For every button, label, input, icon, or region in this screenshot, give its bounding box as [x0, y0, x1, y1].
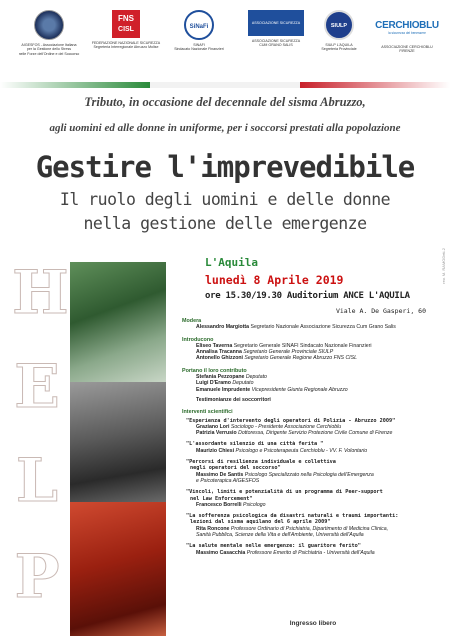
- speaker-name: Francesco Borrelli: [196, 501, 242, 508]
- intro-row: [182, 355, 444, 361]
- talk-5: [182, 513, 444, 538]
- logo-sinafi: [168, 10, 230, 52]
- free-entry: Ingresso libero: [289, 620, 337, 627]
- person-role: Vicepresidente Giunta Regionale Abruzzo: [251, 386, 348, 393]
- subtitle-line-1: Il ruolo degli uomini e delle donne: [59, 190, 391, 209]
- logo-caption: ASSOCIAZIONE SICUREZZA CUM GRANO SALIS: [251, 39, 301, 48]
- person-role: Segretario Nazionale Associazione Sicurezza Cum Grano Salis: [250, 324, 396, 331]
- person-role: Segretario Generale SINAFI Sindacato Nazionale Finanzieri: [233, 342, 372, 349]
- event-date: lunedì 8 Aprile 2019: [205, 273, 344, 287]
- main-title: Gestire l'imprevedibile: [35, 150, 415, 184]
- talk-title: "Vincoli, limiti e potenzialità di un programma di Peer-support: [186, 489, 383, 496]
- talk-6: [182, 543, 444, 556]
- talk-title: "Esperienza d'intervento degli operatori di Polizia - Abruzzo 2009": [186, 417, 396, 424]
- speaker-role: Professore Emerito di Psichiatria - Università dell'Aquila: [246, 549, 375, 556]
- greetings-row: [182, 387, 444, 393]
- speaker-role: Psicologo Specializzato nella Psicologia dell'Emergenza: [244, 471, 374, 478]
- person-role: Segretario Generale Regione Abruzzo FNS CISL: [244, 355, 357, 362]
- person-role: Deputato: [245, 374, 267, 381]
- talk-title: "Percorsi di resilienza individuale e collettiva: [186, 459, 336, 466]
- speaker-role: Dottoressa, Dirigente Servizio Protezione Civile Comune di Firenze: [238, 430, 393, 437]
- logo-fns-cisl: [90, 10, 162, 50]
- talk-3: [182, 459, 444, 484]
- event-time-venue: ore 15.30/19.30 Auditorium ANCE L'AQUILA: [205, 291, 410, 301]
- italian-flag-stripe: [0, 82, 450, 88]
- logo-siulp: [312, 10, 366, 52]
- section-greetings-heading: Portano il loro contributo: [182, 367, 247, 374]
- speaker-name: Maurizio Chiesi: [196, 447, 235, 454]
- photo-soldier-green: [70, 262, 166, 382]
- speaker-name: Patrizia Verrusio: [196, 430, 237, 437]
- speaker-name: Graziano Lori: [196, 423, 230, 430]
- speaker-role: Psicologo e Psicoterapeuta Cerchioblu - VV. F. Volontario: [235, 447, 368, 454]
- person-role: Deputato: [232, 380, 254, 387]
- talk-1: [182, 418, 444, 437]
- speaker-role: e Psicoterapica AIGESFOS: [196, 477, 260, 484]
- talk-title: lezioni dal sisma aquilano del 6 aprile 2009": [190, 519, 331, 526]
- talk-2: [182, 441, 444, 454]
- logo-caption: AIGESFOS - Associazione Italiana per la Gestione dello Stress nelle Forze dell'Ordine e del Soccorso: [18, 43, 80, 56]
- help-letter-e: E: [14, 352, 60, 422]
- speaker-name: Massimo Casacchia: [196, 549, 246, 556]
- tribute-line-1: Tributo, in occasione del decennale del sisma Abruzzo,: [84, 95, 366, 109]
- logo-caption: ASSOCIAZIONE CERCHIOBLU FIRENZE: [381, 45, 433, 54]
- person-name: Antonello Ghizzoni: [196, 355, 243, 362]
- logo-caption: SINAFI Sindacato Nazionale Finanzieri: [174, 43, 224, 52]
- talk-title: negli operatori del soccorso": [190, 465, 281, 472]
- tribute-line-2: agli uomini ed alle donne in uniforme, per i soccorsi prestati alla popolazione: [49, 122, 401, 134]
- talk-4: [182, 489, 444, 508]
- talk-title: "L'assordante silenzio di una città ferita ": [186, 441, 324, 448]
- section-moderator-heading: Modera: [182, 318, 202, 324]
- photo-firefighter-red: [70, 502, 166, 636]
- logo-row: [0, 0, 450, 82]
- section-intro-heading: Introducono: [182, 336, 214, 343]
- side-credit: rev. M. RAMODeti-2: [441, 248, 446, 284]
- rescue-photo-collage: [70, 262, 166, 636]
- logo-cerchioblu: [370, 10, 444, 54]
- cum-grano-salis-emblem-icon: ASSOCIAZIONE SICUREZZA: [248, 10, 304, 36]
- speaker-name: Rita Roncone: [196, 525, 230, 532]
- logo-caption: SIULP L'AQUILA Segreteria Provinciale: [321, 43, 357, 52]
- logo-caption: FEDERAZIONE NAZIONALE SICUREZZA Segreteria Interregionale Abruzzo Molise: [91, 41, 161, 50]
- subtitle-line-2: nella gestione delle emergenze: [83, 214, 367, 233]
- logo-cum-grano-salis: [244, 10, 308, 48]
- flag-green: [0, 82, 150, 88]
- moderator-row: [182, 324, 444, 330]
- person-name: Annalisa Tracanna: [196, 349, 242, 356]
- speaker-role: Professore Ordinario di Psichiatria, Dipartimento di Medicina Clinica,: [230, 525, 389, 532]
- talk-title: "La sofferenza psicologica da disastri naturali e traumi importanti:: [186, 513, 399, 520]
- cisl-abbr: CISL: [118, 26, 134, 33]
- fns-abbr: FNS: [118, 14, 134, 23]
- speaker-name: Massimo De Santis: [196, 471, 244, 478]
- speaker-role: Sanità Pubblica, Scienze della Vita e dell'Ambiente, Università dell'Aquila: [196, 532, 364, 539]
- talk-title: nel Law Enforcement": [190, 495, 253, 502]
- person-name: Alessandro Margiotta: [196, 324, 250, 331]
- person-name: Eliseo Taverna: [196, 342, 233, 349]
- event-city: L'Aquila: [205, 256, 258, 269]
- photo-rubble-grey: [70, 382, 166, 502]
- aigesfos-emblem-icon: [34, 10, 64, 40]
- cerchioblu-tagline: la sicurezza del benessere: [388, 31, 426, 35]
- help-letter-p: P: [14, 542, 60, 612]
- flag-red: [300, 82, 450, 88]
- speaker-role: Sociologo - Presidente Associazione Cerchioblu: [230, 423, 342, 430]
- logo-aigesfos: [14, 10, 84, 56]
- event-address: Viale A. De Gasperi, 60: [335, 307, 426, 315]
- talk-title: "La salute mentale nelle emergenze: il guaritore ferito": [186, 543, 361, 550]
- sinafi-emblem-icon: SiNaFi: [184, 10, 214, 40]
- person-name: Emanuele Imprudente: [196, 386, 251, 393]
- person-name: Luigi D'Eramo: [196, 380, 231, 387]
- fns-cisl-emblem-icon: [112, 10, 140, 38]
- speaker-role: Psicologo: [243, 501, 266, 508]
- person-name: Stefania Pezzopane: [196, 374, 245, 381]
- person-role: Segretario Generale Provinciale SIULP: [243, 349, 334, 356]
- cerchioblu-wordmark: CERCHIOBLU: [375, 20, 439, 31]
- program: [182, 318, 444, 556]
- testimony-line: Testimonianze dei soccorritori: [196, 396, 271, 403]
- flag-white: [150, 82, 300, 88]
- help-letter-h: H: [12, 258, 69, 328]
- siulp-emblem-icon: SIULP: [324, 10, 354, 40]
- help-letter-l: L: [15, 446, 59, 516]
- section-science-heading: Interventi scientifici: [182, 409, 233, 416]
